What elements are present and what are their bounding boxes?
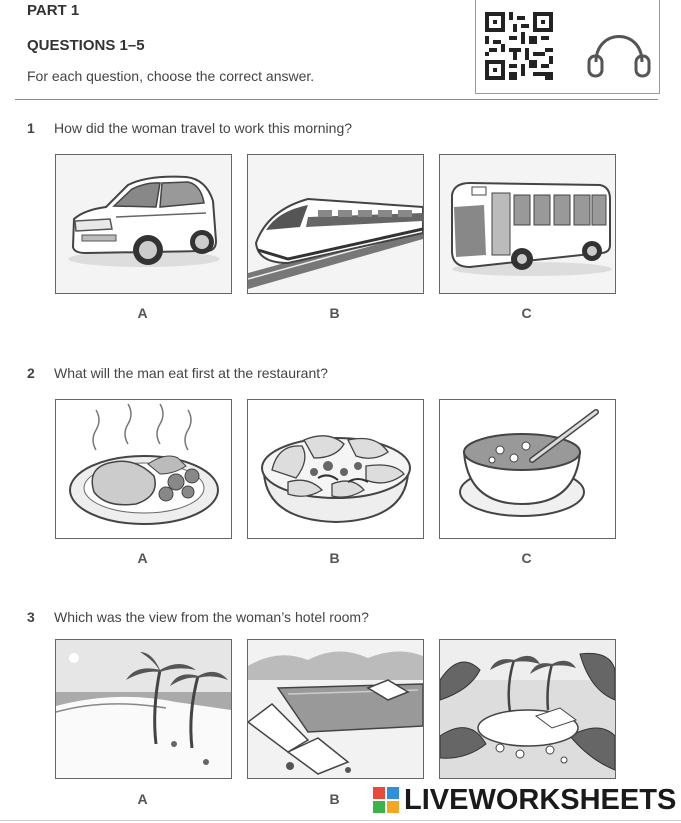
- roast-chicken-icon: [56, 400, 231, 538]
- q3-option-b-label[interactable]: B: [329, 791, 340, 807]
- logo-text: LIVEWORKSHEETS: [404, 783, 677, 816]
- q2-option-a-label[interactable]: A: [137, 550, 148, 566]
- q3-option-a-label[interactable]: A: [137, 791, 148, 807]
- q3-option-b-picture[interactable]: [247, 639, 424, 779]
- beach-icon: [56, 640, 231, 778]
- instruction-text: For each question, choose the correct answer.: [27, 68, 315, 84]
- question-1-text: How did the woman travel to work this morning?: [54, 120, 353, 136]
- question-3-text: Which was the view from the woman’s hotel room?: [54, 609, 369, 625]
- q1-option-c-picture[interactable]: [439, 154, 616, 294]
- q2-option-a-picture[interactable]: [55, 399, 232, 539]
- audio-box: [475, 0, 660, 94]
- soup-icon: [440, 400, 615, 538]
- q3-option-c-picture[interactable]: [439, 639, 616, 779]
- header-divider: [15, 99, 658, 100]
- liveworksheets-logo-icon: [373, 787, 399, 813]
- q1-option-c-label[interactable]: C: [521, 305, 532, 321]
- q2-option-b-label[interactable]: B: [329, 550, 340, 566]
- q1-option-b-label[interactable]: B: [329, 305, 340, 321]
- q2-option-c-label[interactable]: C: [521, 550, 532, 566]
- question-2-text: What will the man eat first at the restaurant?: [54, 365, 328, 381]
- garden-icon: [440, 640, 615, 778]
- qr-code-icon[interactable]: [485, 12, 553, 80]
- bottom-divider: [0, 820, 681, 821]
- part-label: PART 1: [27, 2, 80, 19]
- headphones-icon: [586, 18, 652, 80]
- q2-option-b-picture[interactable]: [247, 399, 424, 539]
- q1-option-a-label[interactable]: A: [137, 305, 148, 321]
- q3-option-a-picture[interactable]: [55, 639, 232, 779]
- car-icon: [56, 155, 231, 293]
- question-3-number: 3: [27, 609, 35, 625]
- questions-title: QUESTIONS 1–5: [27, 37, 145, 54]
- salad-icon: [248, 400, 423, 538]
- swimming-pool-icon: [248, 640, 423, 778]
- q1-option-b-picture[interactable]: [247, 154, 424, 294]
- question-1-number: 1: [27, 120, 35, 136]
- train-icon: [248, 155, 423, 293]
- q2-option-c-picture[interactable]: [439, 399, 616, 539]
- question-2-number: 2: [27, 365, 35, 381]
- q1-option-a-picture[interactable]: [55, 154, 232, 294]
- bus-icon: [440, 155, 615, 293]
- liveworksheets-logo: [373, 785, 676, 815]
